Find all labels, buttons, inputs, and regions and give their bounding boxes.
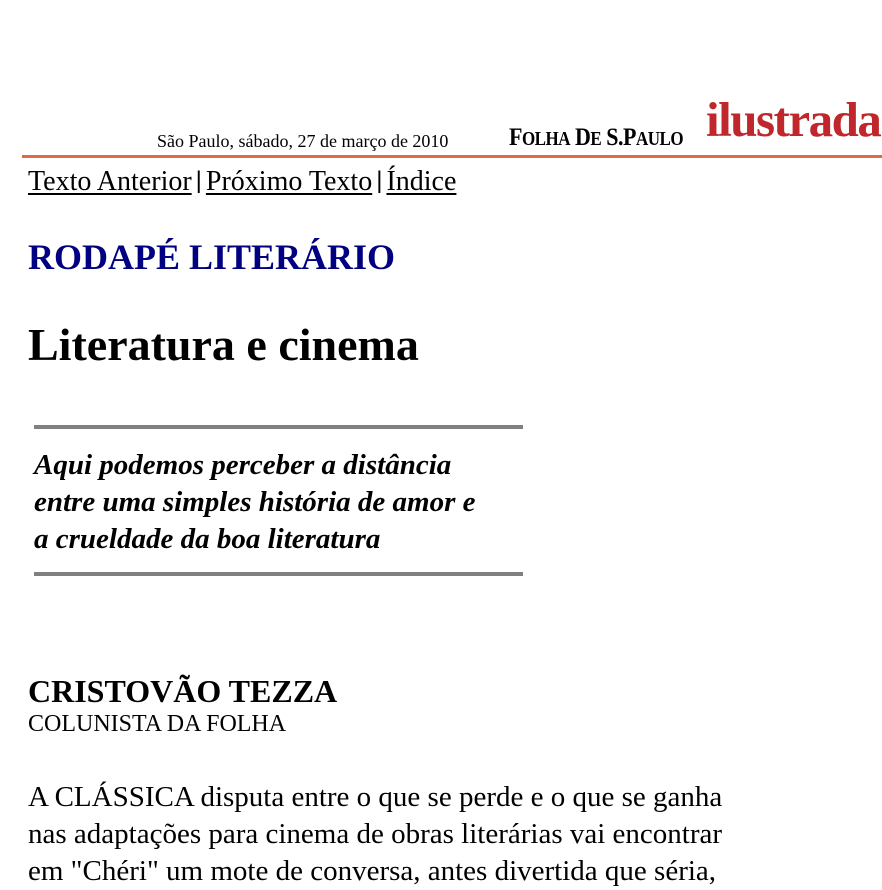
masthead: [0, 0, 882, 160]
section-kicker: RODAPÉ LITERÁRIO: [28, 237, 396, 277]
author-role: COLUNISTA DA FOLHA: [28, 711, 287, 737]
article-navigation: [28, 166, 456, 198]
author-name: CRISTOVÃO TEZZA: [28, 673, 338, 709]
article-headline: Literatura e cinema: [28, 319, 419, 370]
body-line: em "Chéri" um mote de conversa, antes divertida que séria,: [28, 855, 717, 887]
ilustrada-section-logo[interactable]: ilustrada: [706, 95, 881, 144]
nav-separator: |: [195, 167, 202, 194]
body-line: A CLÁSSICA disputa entre o que se perde e o que se ganha: [28, 781, 723, 813]
lead-line: entre uma simples história de amor e: [34, 486, 476, 518]
article-body: [28, 779, 722, 890]
lead-bottom-rule: [34, 572, 523, 576]
index-link[interactable]: Índice: [386, 166, 457, 197]
article-lead: [34, 447, 534, 558]
next-text-link[interactable]: Próximo Texto: [205, 166, 373, 197]
edition-date: São Paulo, sábado, 27 de março de 2010: [157, 131, 449, 151]
lead-line: Aqui podemos perceber a distância: [34, 449, 452, 481]
body-line: nas adaptações para cinema de obras literárias vai encontrar: [28, 818, 723, 850]
lead-top-rule: [34, 425, 523, 429]
masthead-rule: [22, 155, 882, 158]
folha-logo[interactable]: FOLHA DE S.PAULO: [509, 122, 684, 151]
previous-text-link[interactable]: Texto Anterior: [28, 166, 192, 197]
lead-line: a crueldade da boa literatura: [34, 523, 381, 555]
nav-separator: |: [376, 167, 383, 194]
